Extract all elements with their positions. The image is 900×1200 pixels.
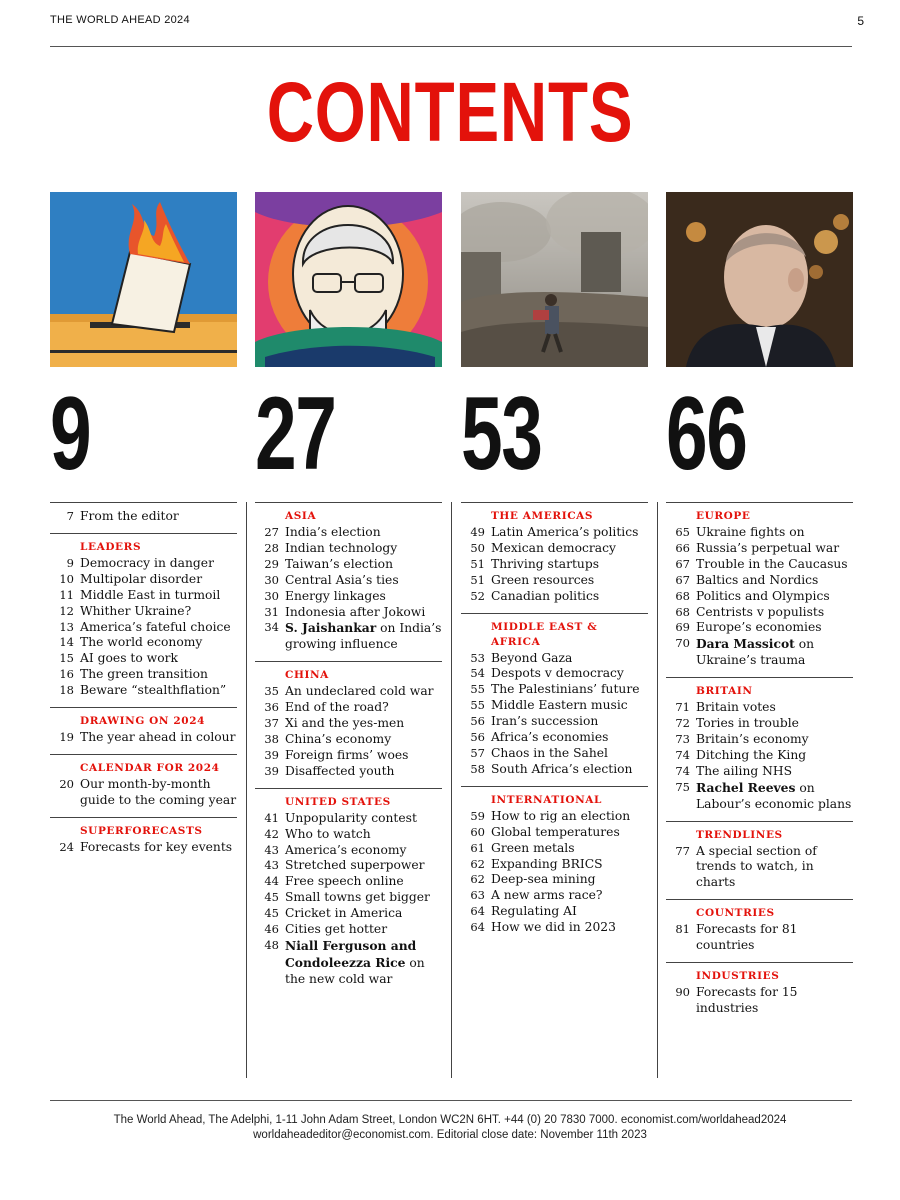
- entry-page-number: 34: [264, 620, 279, 635]
- entry-page-number: 41: [264, 810, 279, 825]
- contents-entry[interactable]: [50, 840, 237, 856]
- contents-section: [666, 822, 853, 901]
- entry-page-number: 30: [264, 572, 279, 587]
- contents-entry[interactable]: [666, 716, 853, 732]
- section-title: MIDDLE EAST & AFRICA: [491, 620, 598, 648]
- entry-page-number: 24: [59, 839, 74, 854]
- entry-title: Ditching the King: [696, 747, 807, 762]
- contents-entry[interactable]: [666, 844, 853, 892]
- contents-entry[interactable]: [666, 700, 853, 716]
- contents-entry[interactable]: [255, 541, 442, 557]
- contents-entry[interactable]: [666, 589, 853, 605]
- contents-entry[interactable]: [50, 635, 237, 651]
- entry-page-number: 74: [675, 747, 690, 762]
- entry-title: Expanding BRICS: [491, 856, 603, 871]
- entry-title: Beyond Gaza: [491, 650, 573, 665]
- running-head: [50, 14, 864, 34]
- entry-page-number: 37: [264, 716, 279, 731]
- entry-title: Mexican democracy: [491, 540, 616, 555]
- entry-title: South Africa’s election: [491, 761, 633, 776]
- contents-entry[interactable]: [255, 764, 442, 780]
- entry-title: Energy linkages: [285, 588, 386, 603]
- contents-entry[interactable]: [666, 605, 853, 621]
- entry-title: Green resources: [491, 572, 595, 587]
- entry-title: Small towns get bigger: [285, 890, 430, 905]
- entry-title: The world economy: [80, 635, 203, 650]
- entry-topic: on the new cold war: [285, 955, 425, 986]
- entry-title: A special section of trends to watch, in charts: [696, 843, 817, 890]
- contents-entry[interactable]: [255, 589, 442, 605]
- entry-page-number: 69: [675, 620, 690, 635]
- entry-page-number: 15: [59, 651, 74, 666]
- section-title: UNITED STATES: [285, 795, 391, 808]
- entry-title: Indian technology: [285, 540, 398, 555]
- entry-title: Forecasts for key events: [80, 839, 233, 854]
- contents-entry[interactable]: [461, 809, 648, 825]
- entry-page-number: 19: [59, 730, 74, 745]
- contents-entry[interactable]: [666, 541, 853, 557]
- entry-title: America’s economy: [285, 842, 407, 857]
- footer-address: The World Ahead, The Adelphi, 1-11 John Adam Street, London WC2N 6HT. +44 (0) 20 7830 7000. economist.com/worldahead2024: [113, 1114, 787, 1126]
- contents-entry[interactable]: [255, 605, 442, 621]
- page-title: CONTENTS: [266, 65, 634, 159]
- feature-image-gaza-photo[interactable]: [461, 192, 648, 367]
- contents-entry[interactable]: [461, 525, 648, 541]
- entry-page-number: 64: [470, 920, 485, 935]
- entry-page-number: 50: [470, 540, 485, 555]
- entry-title: America’s fateful choice: [80, 619, 231, 634]
- entry-title: Middle East in turmoil: [80, 587, 221, 602]
- contents-entry[interactable]: [461, 682, 648, 698]
- contents-entry[interactable]: [50, 777, 237, 809]
- contents-entry[interactable]: [461, 825, 648, 841]
- contents-entry[interactable]: [50, 556, 237, 572]
- entry-title: An undeclared cold war: [285, 684, 434, 699]
- entry-title: The green transition: [80, 667, 208, 682]
- entry-title: Central Asia’s ties: [285, 572, 399, 587]
- entry-page-number: 44: [264, 874, 279, 889]
- contents-section: [255, 789, 442, 996]
- contents-entry[interactable]: [50, 683, 237, 699]
- entry-page-number: 70: [675, 636, 690, 651]
- entry-page-number: 27: [264, 525, 279, 539]
- entry-page-number: 72: [675, 716, 690, 731]
- entry-page-number: 68: [675, 588, 690, 603]
- entry-page-number: 68: [675, 604, 690, 619]
- contents-entry[interactable]: [666, 525, 853, 541]
- entry-title: The Palestinians’ future: [491, 682, 640, 697]
- entry-title: Tories in trouble: [696, 716, 799, 731]
- entry-page-number: 71: [675, 700, 690, 715]
- contents-entry[interactable]: [50, 620, 237, 636]
- entry-title: Green metals: [491, 840, 575, 855]
- entry-page-number: 43: [264, 842, 279, 857]
- entry-page-number: 10: [59, 571, 74, 586]
- entry-page-number: 31: [264, 604, 279, 619]
- section-title: INTERNATIONAL: [491, 793, 603, 806]
- entry-page-number: 39: [264, 763, 279, 778]
- contents-entry[interactable]: [666, 748, 853, 764]
- entry-page-number: 62: [470, 872, 485, 887]
- entry-page-number: 65: [675, 525, 690, 539]
- entry-page-number: 67: [675, 572, 690, 587]
- entry-title: Democracy in danger: [80, 555, 214, 570]
- entry-title: Regulating AI: [491, 904, 577, 919]
- entry-page-number: 51: [470, 556, 485, 571]
- contents-section: [666, 900, 853, 963]
- entry-title: China’s economy: [285, 731, 392, 746]
- section-title: TRENDLINES: [696, 828, 783, 841]
- entry-title: Britain’s economy: [696, 731, 809, 746]
- entry-title: Stretched superpower: [285, 858, 425, 873]
- entry-title: Beware “stealthflation”: [80, 683, 227, 698]
- entry-title: Britain votes: [696, 700, 776, 715]
- contents-entry[interactable]: [461, 746, 648, 762]
- contents-entry[interactable]: [461, 857, 648, 873]
- entry-title: Multipolar disorder: [80, 571, 203, 586]
- contents-entry[interactable]: [50, 604, 237, 620]
- page-number: 5: [857, 14, 864, 28]
- contents-entry[interactable]: [255, 906, 442, 922]
- contents-entry[interactable]: [255, 620, 442, 653]
- contents-entry[interactable]: [461, 557, 648, 573]
- section-title: DRAWING ON 2024: [80, 715, 206, 728]
- contents-entry[interactable]: [255, 827, 442, 843]
- section-title: LEADERS: [80, 540, 142, 553]
- entry-title: The year ahead in colour: [80, 730, 236, 745]
- entry-page-number: 18: [59, 683, 74, 698]
- entry-title: Forecasts for 81 countries: [696, 922, 798, 953]
- contents-entry[interactable]: [461, 541, 648, 557]
- entry-title: India’s election: [285, 525, 381, 539]
- entry-page-number: 56: [470, 714, 485, 729]
- section-title: BRITAIN: [696, 685, 753, 698]
- contents-entry[interactable]: [255, 890, 442, 906]
- entry-page-number: 63: [470, 888, 485, 903]
- entry-page-number: 60: [470, 824, 485, 839]
- entry-page-number: 30: [264, 588, 279, 603]
- rubble-photo: [461, 192, 648, 367]
- entry-page-number: 62: [470, 856, 485, 871]
- entry-page-number: 53: [470, 650, 485, 665]
- entry-page-number: 48: [264, 937, 279, 952]
- contents-entry[interactable]: [666, 620, 853, 636]
- entry-page-number: 81: [675, 922, 690, 937]
- entry-page-number: 54: [470, 666, 485, 681]
- contents-entry[interactable]: [666, 557, 853, 573]
- contents-entry[interactable]: [666, 573, 853, 589]
- entry-title: Foreign firms’ woes: [285, 747, 409, 762]
- feature-page-number[interactable]: 66: [666, 376, 747, 492]
- entry-title: How we did in 2023: [491, 920, 616, 935]
- entry-title: AI goes to work: [80, 651, 178, 666]
- contents-entry[interactable]: [50, 572, 237, 588]
- feature-image-portrait-illustration[interactable]: [255, 192, 442, 367]
- entry-page-number: 45: [264, 906, 279, 921]
- entry-page-number: 42: [264, 826, 279, 841]
- portrait-photo: [666, 192, 853, 367]
- contents-entry[interactable]: [461, 904, 648, 920]
- entry-title: Cities get hotter: [285, 922, 388, 937]
- contents-column: [461, 502, 648, 944]
- entry-title: [696, 636, 853, 669]
- entry-topic: on India’s growing influence: [285, 621, 442, 652]
- contents-entry[interactable]: [461, 651, 648, 667]
- contents-entry[interactable]: [255, 525, 442, 541]
- contents-entry[interactable]: [461, 698, 648, 714]
- entry-page-number: 61: [470, 840, 485, 855]
- contents-entry[interactable]: [666, 732, 853, 748]
- entry-page-number: 35: [264, 684, 279, 699]
- contents-entry[interactable]: [255, 874, 442, 890]
- contents-entry[interactable]: [255, 684, 442, 700]
- entry-title: Our month-by-month guide to the coming year: [80, 776, 237, 807]
- feature-page-number[interactable]: 53: [461, 376, 542, 492]
- entry-page-number: 20: [59, 776, 74, 791]
- entry-page-number: 52: [470, 588, 485, 603]
- contents-entry[interactable]: [255, 716, 442, 732]
- contents-section: [50, 818, 237, 864]
- entry-page-number: 64: [470, 904, 485, 919]
- contents-section: [461, 503, 648, 614]
- entry-page-number: 29: [264, 556, 279, 571]
- entry-page-number: 74: [675, 763, 690, 778]
- contents-section: [461, 787, 648, 944]
- feature-image-putin-photo[interactable]: [666, 192, 853, 367]
- footer-contact: worldaheadeditor@economist.com. Editorial close date: November 11th 2023: [253, 1129, 647, 1141]
- entry-title: Taiwan’s election: [285, 556, 393, 571]
- entry-page-number: 77: [675, 843, 690, 858]
- contents-entry[interactable]: [461, 589, 648, 605]
- entry-title: Unpopularity contest: [285, 810, 417, 825]
- contents-column: [255, 502, 442, 996]
- entry-title: Global temperatures: [491, 824, 620, 839]
- leader-portrait-illustration: [255, 192, 442, 367]
- contents-entry[interactable]: [255, 748, 442, 764]
- entry-title: Deep-sea mining: [491, 872, 596, 887]
- contents-entry[interactable]: [50, 730, 237, 746]
- contents-entry[interactable]: [255, 557, 442, 573]
- entry-page-number: 36: [264, 700, 279, 715]
- entry-title: Trouble in the Caucasus: [696, 556, 848, 571]
- entry-title: Despots v democracy: [491, 666, 624, 681]
- entry-title: [285, 620, 442, 653]
- entry-page-number: 73: [675, 731, 690, 746]
- entry-page-number: 90: [675, 985, 690, 1000]
- entry-title: Thriving startups: [491, 556, 600, 571]
- entry-title: Canadian politics: [491, 588, 600, 603]
- contents-entry[interactable]: [666, 764, 853, 780]
- contents-section: [50, 534, 237, 708]
- entry-title: How to rig an election: [491, 808, 631, 823]
- entry-title: Indonesia after Jokowi: [285, 604, 426, 619]
- contents-entry[interactable]: [50, 667, 237, 683]
- contents-entry[interactable]: [50, 588, 237, 604]
- entry-page-number: 28: [264, 540, 279, 555]
- contents-section: [666, 678, 853, 821]
- entry-title: Latin America’s politics: [491, 525, 639, 539]
- contents-entry[interactable]: [461, 872, 648, 888]
- section-title: INDUSTRIES: [696, 970, 780, 983]
- entry-title: Cricket in America: [285, 906, 403, 921]
- entry-title: From the editor: [80, 509, 179, 523]
- contents-section: [50, 503, 237, 534]
- contents-entry[interactable]: [461, 762, 648, 778]
- feature-image-ballot-box[interactable]: [50, 192, 237, 367]
- entry-title: Free speech online: [285, 874, 404, 889]
- contents-entry[interactable]: [50, 509, 237, 525]
- entry-page-number: 7: [66, 509, 74, 523]
- entry-title: The ailing NHS: [696, 763, 793, 778]
- entry-topic: on Ukraine’s trauma: [696, 637, 815, 668]
- entry-page-number: 39: [264, 747, 279, 762]
- entry-author: Rachel Reeves: [696, 779, 796, 795]
- entry-author: S. Jaishankar: [285, 620, 377, 636]
- entry-title: Centrists v populists: [696, 604, 825, 619]
- entry-page-number: 46: [264, 922, 279, 937]
- footer: [0, 1113, 900, 1143]
- entry-title: End of the road?: [285, 700, 389, 715]
- section-title: CHINA: [285, 669, 329, 682]
- contents-entry[interactable]: [255, 938, 442, 988]
- entry-page-number: 55: [470, 682, 485, 697]
- contents-section: [50, 755, 237, 818]
- entry-page-number: 13: [59, 619, 74, 634]
- section-title: THE AMERICAS: [491, 510, 594, 522]
- contents-section: [50, 708, 237, 755]
- column-divider: [246, 502, 247, 1078]
- burning-ballot-illustration: [50, 192, 237, 367]
- entry-title: Politics and Olympics: [696, 588, 830, 603]
- contents-entry[interactable]: [666, 636, 853, 669]
- feature-page-number[interactable]: 27: [255, 376, 336, 492]
- entry-page-number: 14: [59, 635, 74, 650]
- contents-section: [666, 963, 853, 1025]
- contents-entry[interactable]: [461, 920, 648, 936]
- entry-page-number: 51: [470, 572, 485, 587]
- entry-topic: on Labour’s economic plans: [696, 780, 852, 811]
- entry-title: Forecasts for 15 industries: [696, 985, 798, 1015]
- entry-page-number: 58: [470, 761, 485, 776]
- publication-name: THE WORLD AHEAD 2024: [50, 14, 190, 26]
- contents-section: [666, 503, 853, 678]
- entry-title: A new arms race?: [491, 888, 603, 903]
- section-title: ASIA: [285, 510, 317, 522]
- column-divider: [657, 502, 658, 1078]
- entry-page-number: 57: [470, 745, 485, 760]
- entry-page-number: 49: [470, 525, 485, 539]
- contents-entry[interactable]: [255, 922, 442, 938]
- entry-page-number: 11: [59, 587, 74, 602]
- contents-column: [50, 502, 237, 864]
- contents-entry[interactable]: [461, 888, 648, 904]
- contents-section: [461, 614, 648, 787]
- entry-title: Who to watch: [285, 826, 371, 841]
- contents-entry[interactable]: [255, 858, 442, 874]
- contents-entry[interactable]: [666, 985, 853, 1017]
- entry-page-number: 43: [264, 858, 279, 873]
- entry-title: Baltics and Nordics: [696, 572, 819, 587]
- contents-entry[interactable]: [255, 811, 442, 827]
- contents-column: [666, 502, 853, 1025]
- contents-entry[interactable]: [461, 730, 648, 746]
- contents-entry[interactable]: [255, 573, 442, 589]
- contents-entry[interactable]: [666, 922, 853, 954]
- section-title: EUROPE: [696, 510, 751, 522]
- contents-entry[interactable]: [50, 651, 237, 667]
- entry-page-number: 38: [264, 731, 279, 746]
- top-rule: [50, 46, 852, 47]
- entry-page-number: 66: [675, 540, 690, 555]
- contents-entry[interactable]: [461, 714, 648, 730]
- entry-title: Whither Ukraine?: [80, 603, 192, 618]
- entry-title: Africa’s economies: [491, 730, 609, 745]
- entry-page-number: 59: [470, 808, 485, 823]
- entry-title: Russia’s perpetual war: [696, 540, 840, 555]
- entry-page-number: 55: [470, 698, 485, 713]
- bottom-rule: [50, 1100, 852, 1101]
- entry-title: Xi and the yes-men: [285, 716, 405, 731]
- entry-title: Iran’s succession: [491, 714, 599, 729]
- entry-page-number: 12: [59, 603, 74, 618]
- contents-section: [255, 662, 442, 788]
- contents-entry[interactable]: [461, 573, 648, 589]
- contents-entry[interactable]: [255, 843, 442, 859]
- contents-entry[interactable]: [255, 700, 442, 716]
- section-title: CALENDAR FOR 2024: [80, 761, 220, 774]
- entry-author: Dara Massicot: [696, 636, 795, 652]
- entry-title: [285, 938, 442, 988]
- entry-page-number: 75: [675, 779, 690, 794]
- entry-page-number: 16: [59, 667, 74, 682]
- entry-title: Disaffected youth: [285, 763, 395, 778]
- section-title: COUNTRIES: [696, 907, 775, 920]
- entry-page-number: 45: [264, 890, 279, 905]
- entry-author: Niall Ferguson and Condoleezza Rice: [285, 937, 417, 970]
- contents-entry[interactable]: [666, 780, 853, 813]
- entry-title: Europe’s economies: [696, 620, 822, 635]
- entry-title: Chaos in the Sahel: [491, 745, 608, 760]
- contents-entry[interactable]: [461, 841, 648, 857]
- feature-page-number[interactable]: 9: [50, 376, 91, 492]
- contents-entry[interactable]: [255, 732, 442, 748]
- column-divider: [451, 502, 452, 1078]
- entry-title: [696, 780, 853, 813]
- contents-entry[interactable]: [461, 666, 648, 682]
- entry-page-number: 67: [675, 556, 690, 571]
- entry-title: Ukraine fights on: [696, 525, 805, 539]
- entry-page-number: 56: [470, 730, 485, 745]
- entry-page-number: 9: [66, 555, 74, 570]
- entry-title: Middle Eastern music: [491, 698, 628, 713]
- contents-section: [255, 503, 442, 662]
- section-title: SUPERFORECASTS: [80, 824, 203, 837]
